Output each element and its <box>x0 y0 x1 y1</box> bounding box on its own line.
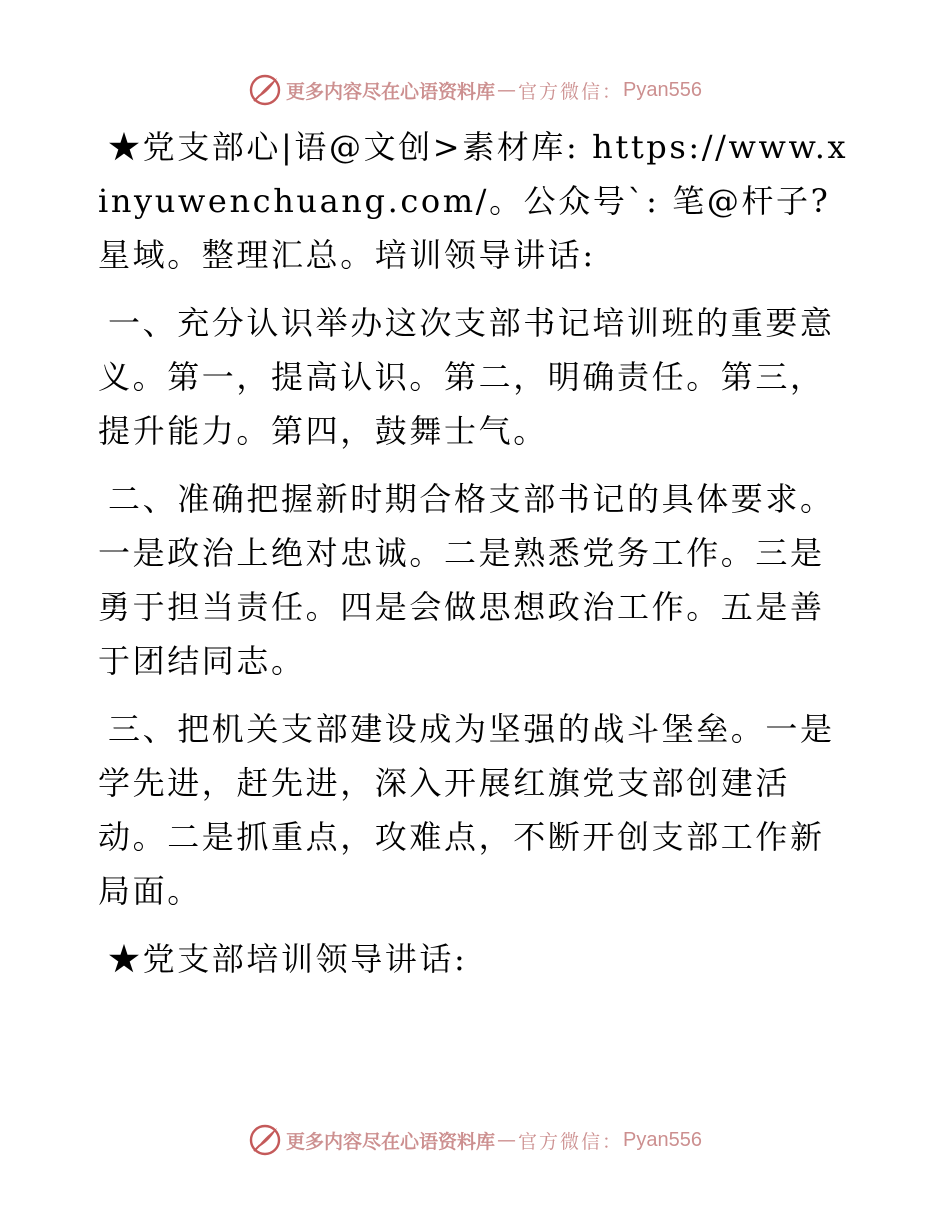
document-body <box>98 120 858 1000</box>
paragraph-section-one: 一、充分认识举办这次支部书记培训班的重要意义。第一，提高认识。第二，明确责任。第三，提升能力。第四，鼓舞士气。 <box>98 304 835 450</box>
quill-logo-icon <box>248 73 282 107</box>
header-watermark <box>0 70 950 110</box>
footer-brand-text: 更多内容尽在心语资料库 <box>286 1130 496 1153</box>
footer-official-label: 官方微信： <box>518 1130 624 1153</box>
footer-wechat-handle: Pyan556 <box>623 1128 702 1151</box>
paragraph-intro: ★党支部心|语@文创>素材库: https://www.xinyuwenchuang.com/。公众号`: 笔@杆子?星域。整理汇总。培训领导讲话: <box>98 128 849 274</box>
footer-watermark <box>0 1120 950 1160</box>
quill-logo-icon <box>248 1123 282 1157</box>
paragraph-section-two: 二、准确把握新时期合格支部书记的具体要求。一是政治上绝对忠诚。二是熟悉党务工作。三是勇于担当责任。四是会做思想政治工作。五是善于团结同志。 <box>98 480 835 680</box>
paragraph-section-three: 三、把机关支部建设成为坚强的战斗堡垒。一是学先进，赶先进，深入开展红旗党支部创建活动。二是抓重点，攻难点，不断开创支部工作新局面。 <box>98 710 835 910</box>
header-official-label: 官方微信： <box>518 80 624 103</box>
header-wechat-handle: Pyan556 <box>623 78 702 101</box>
header-brand-text: 更多内容尽在心语资料库 <box>286 80 496 103</box>
header-dash: — <box>497 79 517 101</box>
paragraph-closing-heading: ★党支部培训领导讲话: <box>108 940 468 978</box>
footer-dash: — <box>497 1129 517 1151</box>
